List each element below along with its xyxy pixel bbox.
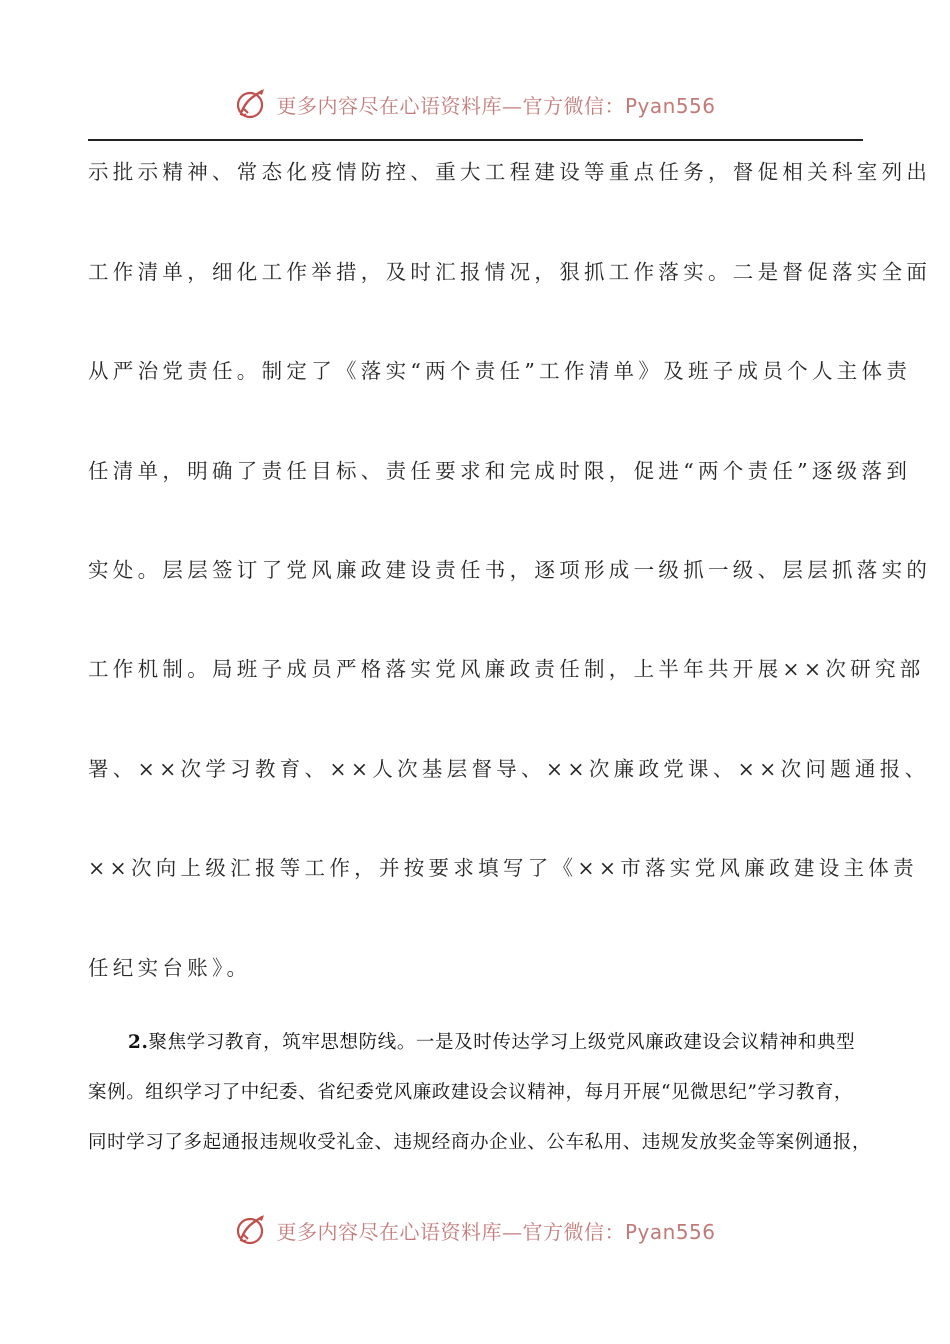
footer-banner [0, 1208, 950, 1252]
section2-number: 2. [128, 1032, 149, 1053]
body-line-2: 工作清单，细化工作举措，及时汇报情况，狠抓工作落实。二是督促落实全面 [88, 260, 932, 284]
body-line-5: 实处。层层签订了党风廉政建设责任书，逐项形成一级抓一级、层层抓落实的 [88, 558, 932, 582]
pen-logo-icon [234, 87, 268, 121]
header-banner [0, 82, 950, 126]
body-line-8: ××次向上级汇报等工作，并按要求填写了《××市落实党风廉政建设主体责 [88, 856, 918, 880]
wechat-id: Pyan556 [624, 1219, 716, 1244]
section2-line-2: 案例。组织学习了中纪委、省纪委党风廉政建设会议精神，每月开展“见微思纪”学习教育， [88, 1082, 854, 1103]
pen-logo-icon [234, 1213, 268, 1247]
banner-text: 更多内容尽在心语资料库—官方微信：Pyan556 [276, 1219, 716, 1244]
body-line-6: 工作机制。局班子成员严格落实党风廉政责任制，上半年共开展××次研究部 [88, 657, 925, 681]
body-line-1: 示批示精神、常态化疫情防控、重大工程建设等重点任务，督促相关科室列出 [88, 160, 932, 184]
body-line-4: 任清单，明确了责任目标、责任要求和完成时限，促进“两个责任”逐级落到 [88, 459, 912, 483]
header-rule [88, 139, 863, 141]
section2-line-3: 同时学习了多起通报违规收受礼金、违规经商办企业、公车私用、违规发放奖金等案例通报， [88, 1132, 872, 1153]
body-line-9: 任纪实台账》。 [88, 956, 252, 980]
banner-text: 更多内容尽在心语资料库—官方微信：Pyan556 [276, 93, 716, 118]
body-line-3: 从严治党责任。制定了《落实“两个责任”工作清单》及班子成员个人主体责 [88, 359, 912, 383]
section2-line-1: 2.聚焦学习教育，筑牢思想防线。一是及时传达学习上级党风廉政建设会议精神和典型 [128, 1032, 856, 1053]
body-line-7: 署、××次学习教育、××人次基层督导、××次廉政党课、××次问题通报、 [88, 757, 930, 781]
wechat-id: Pyan556 [624, 93, 716, 118]
